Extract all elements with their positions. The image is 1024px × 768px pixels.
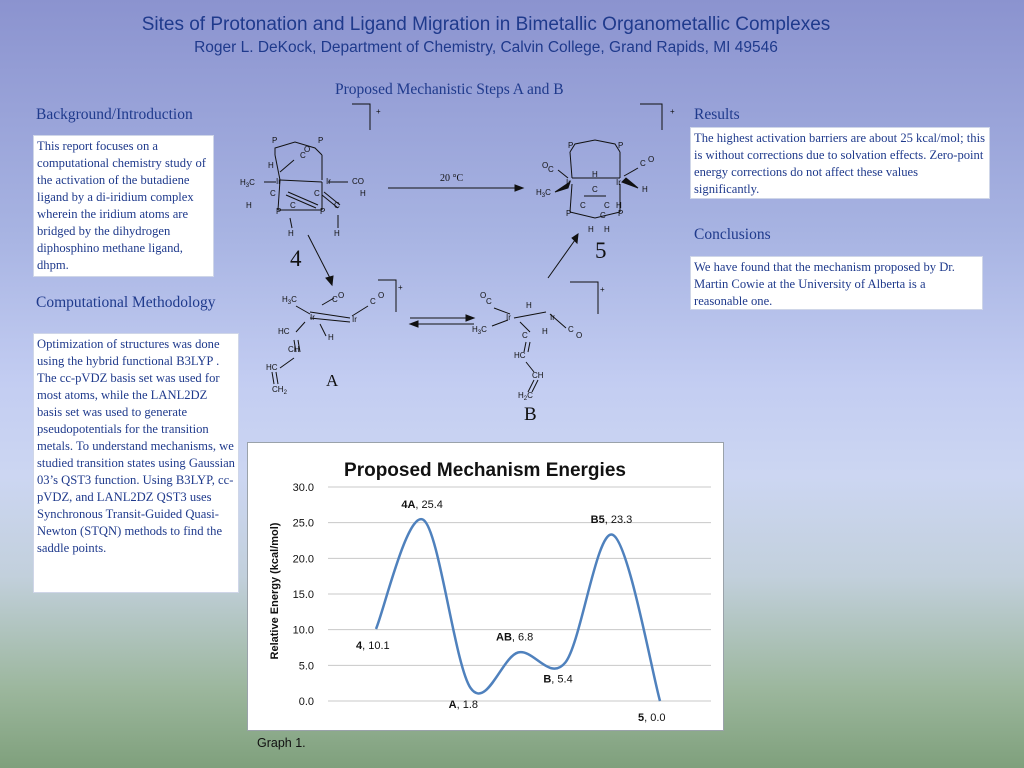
svg-text:C: C	[548, 165, 554, 174]
svg-text:C: C	[290, 201, 296, 210]
svg-text:H: H	[592, 170, 598, 179]
svg-text:P: P	[618, 141, 624, 150]
svg-text:O: O	[542, 161, 549, 170]
svg-text:H: H	[334, 229, 340, 238]
data-label: 4A, 25.4	[401, 498, 443, 511]
data-label: A, 1.8	[448, 699, 479, 712]
charge-B: +	[600, 285, 605, 294]
results-text: The highest activation barriers are about 25 kcal/mol; this is without corrections due to solvation effects. Zero-point energy corrections do not affect these values significantly.	[690, 127, 990, 199]
svg-text:C: C	[592, 185, 598, 194]
svg-text:C: C	[486, 297, 492, 306]
svg-text:H: H	[542, 327, 548, 336]
compound-4-label: 4	[290, 246, 302, 271]
svg-text:H: H	[246, 201, 252, 210]
results-heading: Results	[694, 106, 740, 123]
svg-text:O: O	[304, 145, 311, 154]
svg-text:H: H	[360, 189, 366, 198]
methodology-heading: Computational Methodology	[36, 294, 216, 311]
svg-text:O: O	[480, 291, 487, 300]
data-label: 5, 0.0	[638, 712, 666, 724]
methodology-text: Optimization of structures was done using the hybrid functional B3LYP . The cc-pVDZ basis set was used for most atoms, while the LANL2DZ basis set was used to generate pseudopotentials for the transition metals. To understand mechanisms, we studied transition states using Gaussian 03’s QST3 function. Using B3LYP, cc-pVDZ, and LANL2DZ QST3 uses Synchronous Transit-Guided Quasi-Newton (STQN) methods to find the saddle points.	[33, 333, 239, 593]
data-label: 4, 10.1	[356, 639, 390, 652]
graph-caption: Graph 1.	[257, 736, 306, 750]
svg-text:H: H	[604, 225, 610, 234]
charge-A: +	[398, 283, 403, 292]
charge-5: +	[670, 107, 675, 116]
mechanism-diagram	[230, 100, 690, 430]
svg-text:Ir: Ir	[310, 313, 315, 322]
svg-text:Ir: Ir	[352, 315, 357, 324]
svg-text:CH: CH	[288, 345, 300, 354]
energy-chart-svg	[248, 443, 723, 730]
compound-5-label: 5	[595, 238, 607, 263]
svg-text:Ir: Ir	[506, 313, 511, 322]
svg-text:C: C	[314, 189, 320, 198]
svg-text:CO: CO	[352, 177, 364, 186]
svg-text:P: P	[568, 141, 574, 150]
svg-text:H3C: $H_3C$	[282, 295, 297, 306]
y-tick-labels	[293, 482, 314, 708]
svg-text:C: C	[604, 201, 610, 210]
background-heading: Background/Introduction	[36, 106, 193, 123]
svg-text:CH: CH	[532, 371, 544, 380]
svg-text:Ir: Ir	[566, 178, 571, 187]
svg-text:C: C	[522, 331, 528, 340]
svg-text:Ir: Ir	[550, 313, 555, 322]
y-tick-label: 5.0	[298, 660, 314, 673]
svg-text:C: C	[332, 295, 338, 304]
svg-text:C: C	[600, 211, 606, 220]
conclusions-heading: Conclusions	[694, 226, 771, 243]
poster-title: Sites of Protonation and Ligand Migration in Bimetallic Organometallic Complexes	[141, 14, 831, 35]
svg-text:H: H	[328, 333, 334, 342]
charge-4: +	[376, 107, 381, 116]
svg-text:C: C	[568, 325, 574, 334]
svg-text:C: C	[580, 201, 586, 210]
y-tick-label: 30.0	[292, 482, 314, 494]
mechanism-heading: Proposed Mechanistic Steps A and B	[335, 81, 564, 98]
energy-series-line	[376, 519, 660, 701]
svg-text:H: H	[288, 229, 294, 238]
y-tick-label: 10.0	[292, 624, 314, 637]
compound-A-label: A	[326, 371, 339, 390]
svg-text:H: H	[588, 225, 594, 234]
poster-authors: Roger L. DeKock, Department of Chemistry, Calvin College, Grand Rapids, MI 49546	[194, 39, 778, 56]
data-label: AB, 6.8	[496, 631, 534, 644]
svg-text:O: O	[338, 291, 345, 300]
svg-text:P: P	[618, 209, 624, 218]
svg-text:C: C	[370, 297, 376, 306]
data-label: B, 5.4	[543, 673, 573, 686]
y-tick-label: 20.0	[292, 553, 314, 566]
chart-title: Proposed Mechanism Energies	[344, 460, 626, 481]
svg-text:H2C: $H_2C$	[518, 391, 533, 402]
data-labels	[356, 499, 666, 724]
svg-text:O: O	[576, 331, 583, 340]
data-label: B5, 23.3	[590, 513, 633, 526]
y-axis-label: Relative Energy (kcal/mol)	[269, 522, 281, 660]
svg-text:Ir: Ir	[326, 177, 331, 186]
svg-text:HC: HC	[514, 351, 526, 360]
svg-text:H3C: $H_3C$	[472, 325, 487, 336]
svg-text:C: C	[270, 189, 276, 198]
svg-text:P: P	[566, 209, 572, 218]
y-tick-label: 15.0	[292, 589, 314, 601]
svg-text:H3C: $H_3C$	[536, 188, 551, 199]
svg-text:H: H	[642, 185, 648, 194]
svg-text:H3C: $H_3C$	[240, 178, 255, 189]
svg-text:C: C	[300, 151, 306, 160]
svg-text:Ir: Ir	[616, 178, 621, 187]
svg-text:O: O	[378, 291, 385, 300]
energy-chart	[247, 442, 724, 731]
svg-text:CH2: $CH_2$	[272, 385, 287, 396]
svg-text:P: P	[320, 207, 326, 216]
svg-text:Ir: Ir	[276, 177, 281, 186]
compound-B-label: B	[524, 404, 537, 425]
y-tick-label: 0.0	[298, 696, 314, 708]
svg-text:C: C	[640, 159, 646, 168]
reaction-condition: 20 °C	[440, 173, 464, 184]
svg-text:H: H	[526, 301, 532, 310]
conclusions-text: We have found that the mechanism proposed by Dr. Martin Cowie at the University of Alberta is a reasonable one.	[690, 256, 983, 310]
svg-text:HC: HC	[266, 363, 278, 372]
svg-text:H: H	[268, 161, 274, 170]
svg-text:O: O	[648, 155, 655, 164]
svg-text:H: H	[616, 201, 622, 210]
background-text: This report focuses on a computational chemistry study of the activation of the butadiene ligand by a di-iridium complex wherein the iridium atoms are bridged by the dihydrogen diphosphino methane ligand, dhpm.	[33, 135, 214, 277]
svg-text:P: P	[318, 136, 324, 145]
svg-text:C: C	[334, 201, 340, 210]
y-tick-label: 25.0	[292, 517, 314, 530]
svg-text:HC: HC	[278, 327, 290, 336]
svg-text:P: P	[276, 207, 282, 216]
svg-text:P: P	[272, 136, 278, 145]
